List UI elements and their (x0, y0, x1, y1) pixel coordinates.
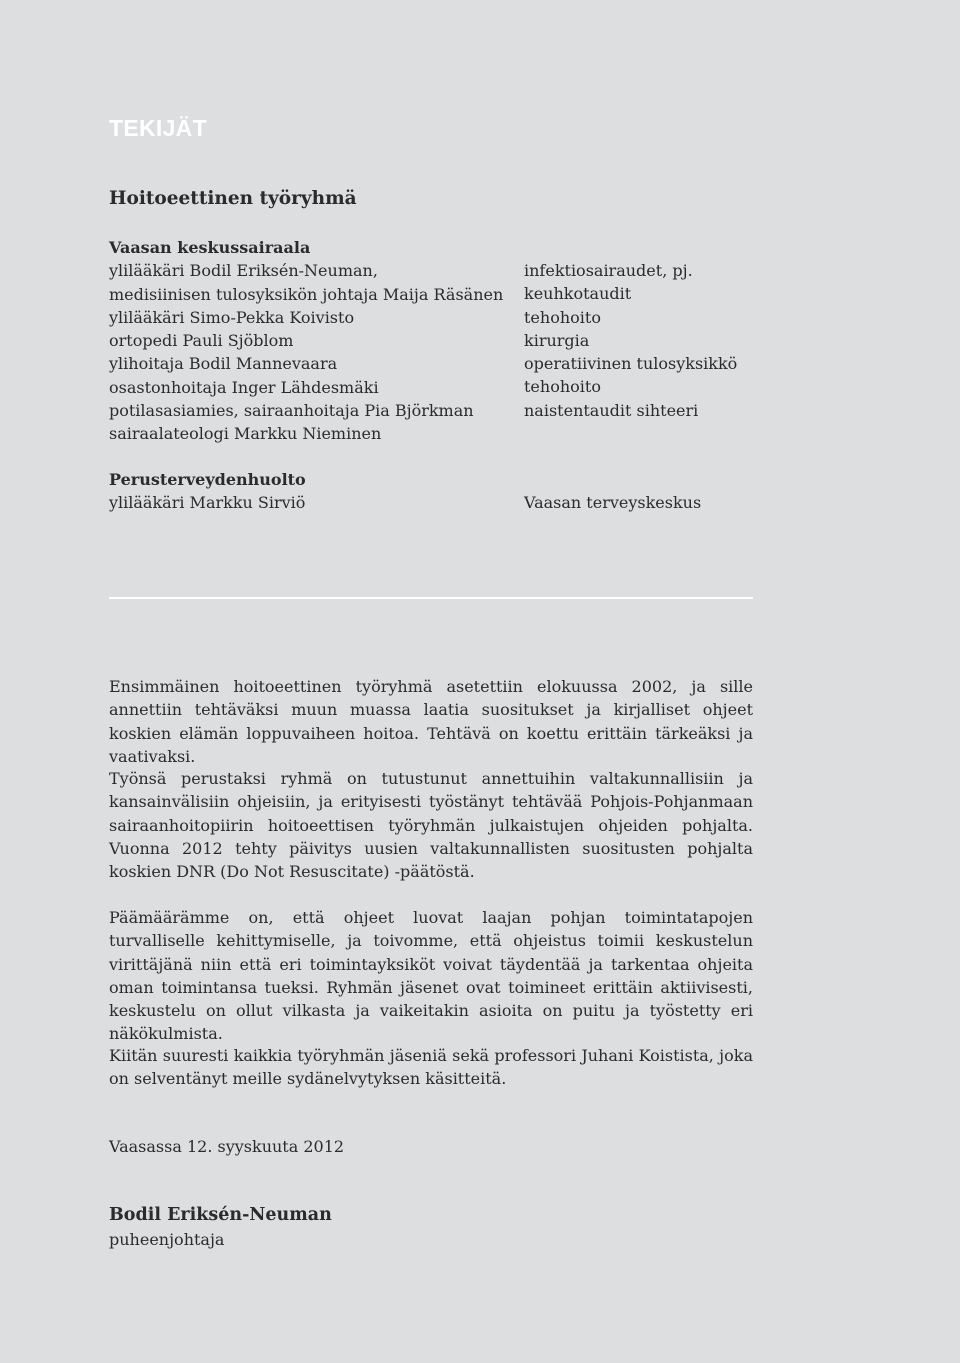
unit-line: naistentaudit sihteeri (524, 400, 699, 420)
paragraph: Kiitän suuresti kaikkia työryhmän jäseniä sekä professori Juhani Koistista, joka on selventänyt meille sydänelvytyksen käsitteitä. (109, 1046, 753, 1089)
member-line: ylilääkäri Bodil Eriksén-Neuman, (109, 261, 378, 281)
member-line: ylilääkäri Simo-Pekka Koivisto (109, 307, 355, 327)
signature-name: Bodil Eriksén-Neuman (109, 1205, 332, 1225)
hospital-members-column (109, 236, 503, 446)
member-line: osastonhoitaja Inger Lähdesmäki (109, 377, 379, 397)
unit-line: infektiosairaudet, pj. (524, 261, 693, 280)
date-line: Vaasassa 12. syyskuuta 2012 (109, 1137, 345, 1156)
divider-rule (109, 597, 753, 599)
member-line: potilasasiamies, sairaanhoitaja Pia Björkman (109, 401, 474, 421)
member-line: sairaalateologi Markku Nieminen (109, 424, 382, 444)
unit-line: keuhkotaudit (524, 284, 632, 304)
group-title: Hoitoeettinen työryhmä (109, 188, 357, 209)
signature-role: puheenjohtaja (109, 1230, 225, 1249)
member-line: ylihoitaja Bodil Mannevaara (109, 354, 338, 374)
unit-line: tehohoito (524, 377, 601, 397)
unit-line: operatiivinen tulosyksikkö (524, 354, 738, 374)
member-line: medisiinisen tulosyksikön johtaja Maija Räsänen (109, 284, 504, 304)
paragraph: Työnsä perustaksi ryhmä on tutustunut annettuihin valtakunnallisiin ja kansainvälisiin ohjeisiin, ja erityisesti työstänyt tehtävää Pohjois-Pohjanmaan sairaanhoitopiirin hoitoeettisen työryhmän julkaistujen ohjeiden pohjalta. Vuonna 2012 tehty päivitys uusien valtakunnallisten suositusten pohjalta koskien DNR (Do Not Resuscitate) -päätöstä. (109, 769, 753, 882)
paragraph: Päämäärämme on, että ohjeet luovat laajan pohjan toimintatapojen turvalliselle kehittymiselle, ja toivomme, että ohjeistus toimii keskustelun virittäjänä niin että eri toimintayksiköt voivat täydentää ja tarkentaa ohjeita oman toimintansa tueksi. Ryhmän jäsenet ovat toimineet erittäin aktiivisesti, keskustelu on ollut vilkasta ja vaikeitakin asioita on puitu ja työstetty eri näkökulmista. (109, 908, 753, 1044)
page-heading: TEKIJÄT (109, 115, 207, 141)
primary-care-column (109, 468, 306, 515)
primary-care-member: ylilääkäri Markku Sirviö (109, 493, 306, 513)
unit-line: tehohoito (524, 307, 601, 327)
member-line: ortopedi Pauli Sjöblom (109, 331, 294, 351)
paragraph: Ensimmäinen hoitoeettinen työryhmä asetettiin elokuussa 2002, ja sille annettiin tehtäväksi muun muassa laatia suositukset ja kirjalliset ohjeet koskien elämän loppuvaiheen hoitoa. Tehtävä on koettu erittäin tärkeäksi ja vaativaksi. (109, 677, 753, 766)
hospital-name: Vaasan keskussairaala (109, 238, 311, 257)
primary-care-name: Perusterveydenhuolto (109, 470, 306, 489)
unit-line: kirurgia (524, 330, 590, 350)
hospital-units-column (524, 259, 737, 422)
primary-care-unit: Vaasan terveyskeskus (524, 493, 702, 512)
